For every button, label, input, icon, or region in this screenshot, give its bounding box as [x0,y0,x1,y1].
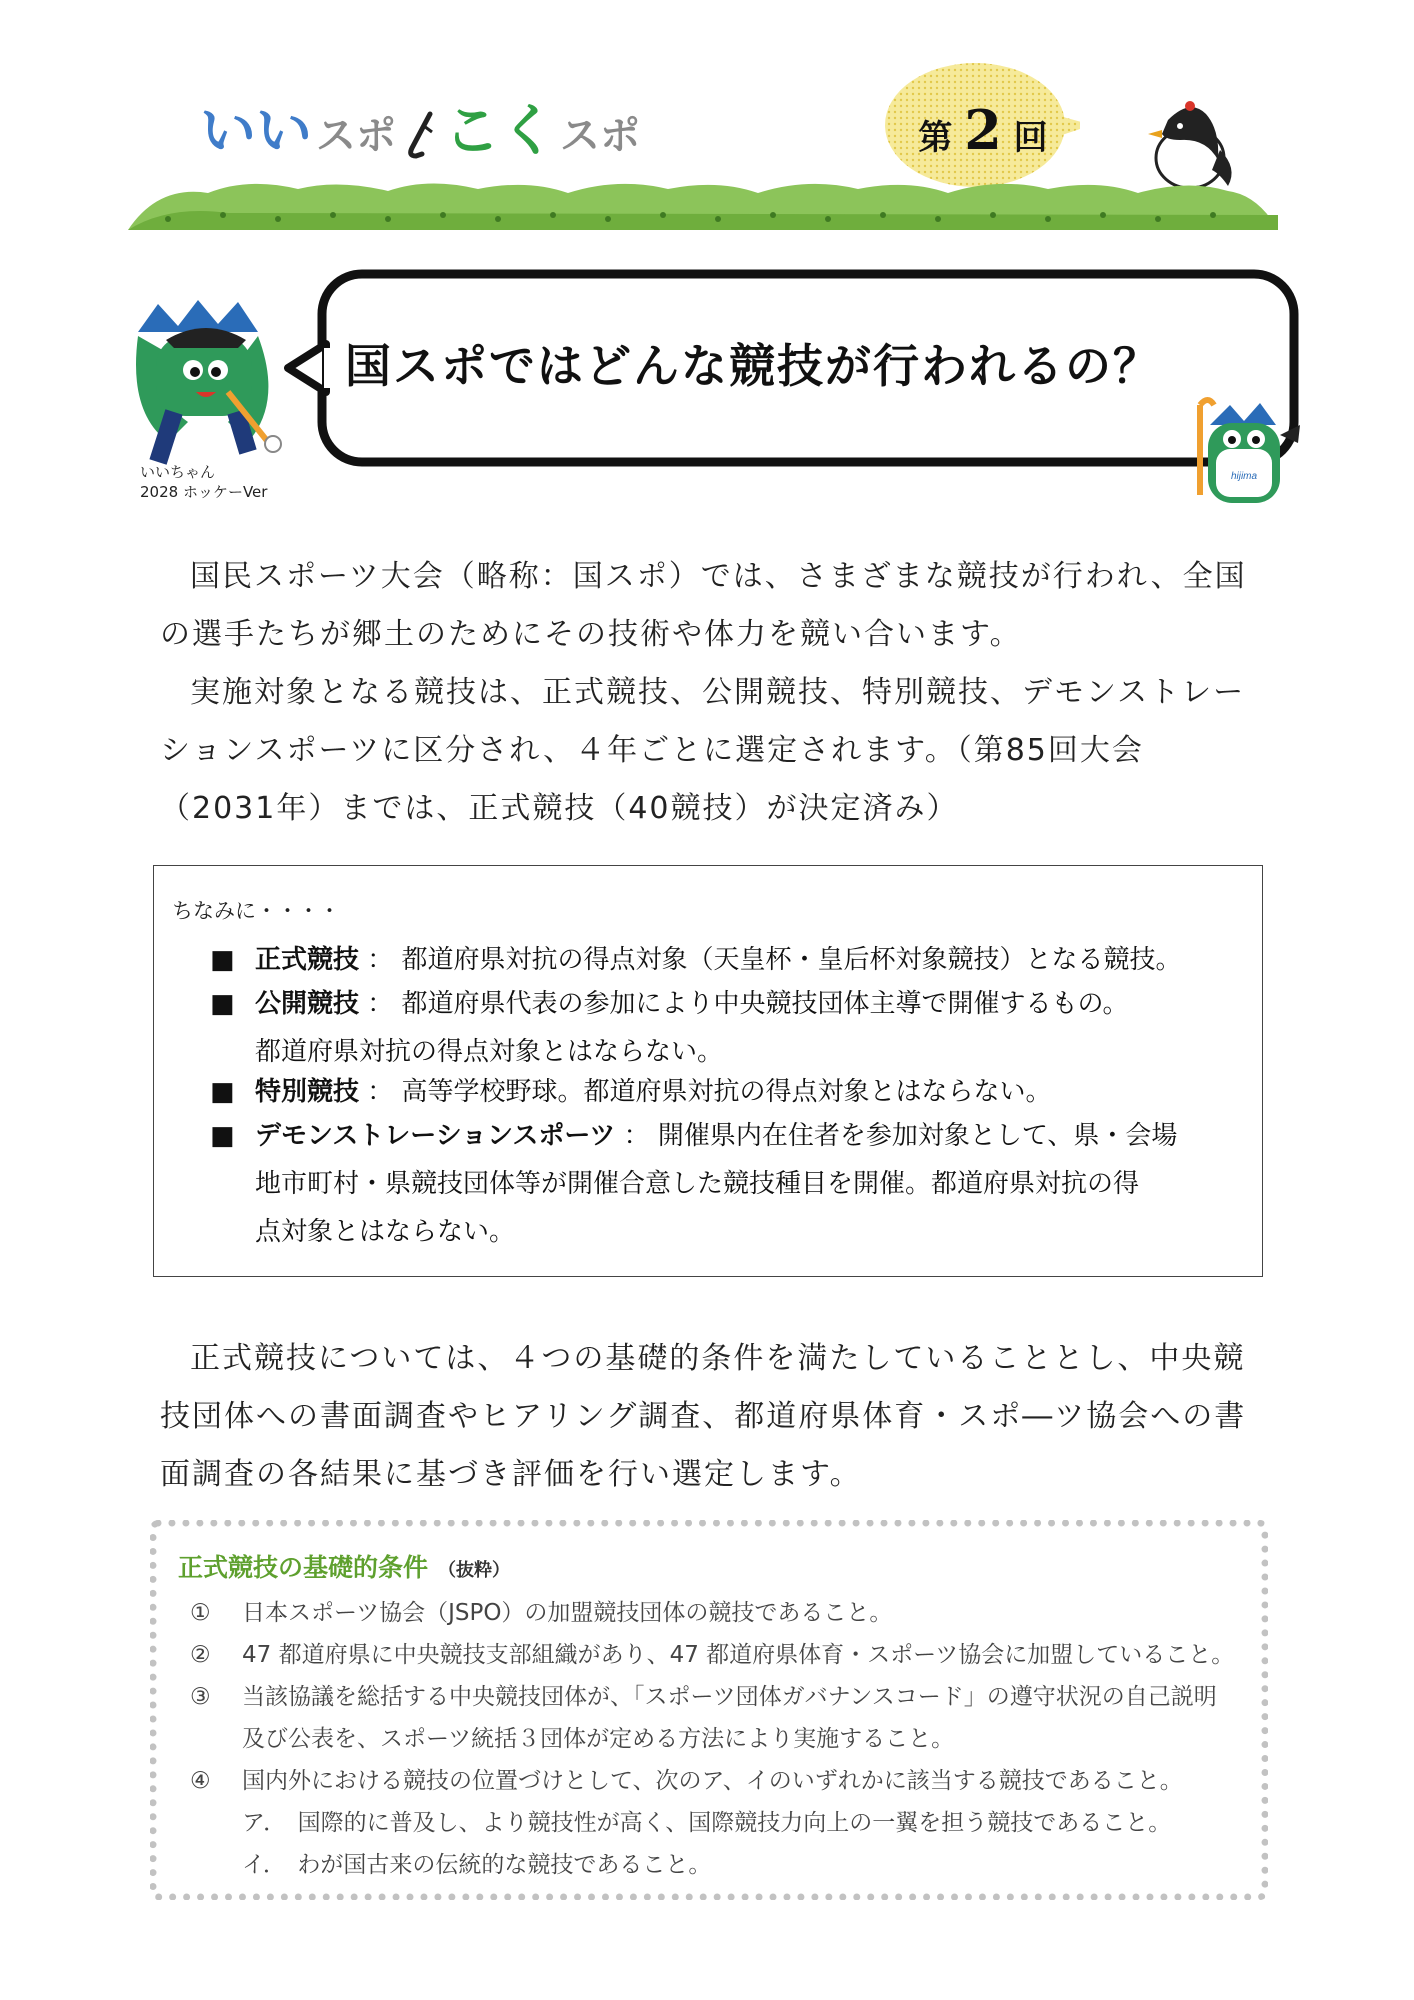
badge-suffix: 回 [1013,118,1048,158]
issue-number [918,98,1048,162]
mascot-iichan-icon [118,292,288,472]
definition-text: 開催県内在住者を参加対象として、県・会場 [657,1121,1178,1151]
intro-text [160,548,1260,838]
mascot-caption [140,462,267,502]
logo-ii-suffix: スポ [316,113,396,159]
definition-term: デモンストレーションスポーツ [255,1121,616,1151]
definition-term: 正式競技 [255,945,360,975]
hills-decoration [128,175,1278,230]
square-bullet-icon: ■ [210,1077,235,1107]
square-bullet-icon: ■ [210,945,235,975]
definition-text: 都道府県対抗の得点対象（天皇杯・皇后杯対象競技）となる競技。 [401,945,1182,975]
mascot-version: 2028 ホッケーVer [140,483,268,501]
square-bullet-icon: ■ [210,1121,235,1151]
note-intro: ちなみに・・・・ [172,899,340,923]
mascot-hijima-icon [1180,395,1310,525]
selection-paragraph: 正式競技については、４つの基礎的条件を満たしていることとし、中央競技団体への書面調査やヒアリング調査、都道府県体育・スポ―ツ協会への書面調査の各結果に基づき評価を行い選定します。 [160,1341,1247,1492]
conditions-subtitle: （抜粋） [438,1560,511,1581]
logo-ii: いい [200,99,312,164]
logo [200,92,640,162]
selection-text [160,1330,1260,1504]
definition-term: 特別競技 [255,1077,360,1107]
definition-text: 高等学校野球。都道府県対抗の得点対象とはならない。 [401,1077,1052,1107]
mascot-name: いいちゃん [140,463,216,481]
definition-text-cont: 都道府県対抗の得点対象とはならない。 [255,1037,724,1067]
conditions-title-text: 正式競技の基礎的条件 [178,1553,429,1582]
badge-prefix: 第 [918,118,953,158]
definition-text: 都道府県代表の参加により中央競技団体主導で開催するもの。 [401,989,1129,1019]
mascot-right-label: hijima [1230,471,1258,482]
definition-term: 公開競技 [255,989,360,1019]
intro-paragraph-2: 実施対象となる競技は、正式競技、公開競技、特別競技、デモンストレーションスポーツに区分され、４年ごとに選定されます。（第85回大会（2031年）までは、正式競技（40競技）が決定済み） [160,675,1246,826]
square-bullet-icon: ■ [210,989,235,1019]
badge-number: 2 [964,98,1002,162]
logo-koku-suffix: スポ [560,113,640,159]
page-title: 国スポではどんな競技が行われるの？ [345,339,1161,393]
intro-paragraph-1: 国民スポーツ大会（略称：国スポ）では、さまざまな競技が行われ、全国の選手たちが郷土のためにその技術や体力を競い合います。 [160,559,1247,652]
conditions-title [178,1548,510,1584]
hockey-stick-icon [400,110,440,162]
definition-text-cont: 地市町村・県競技団体等が開催合意した競技種目を開催。都道府県対抗の得 [255,1169,1140,1199]
logo-koku: こく [444,99,556,164]
definition-text-cont2: 点対象とはならない。 [255,1217,516,1247]
